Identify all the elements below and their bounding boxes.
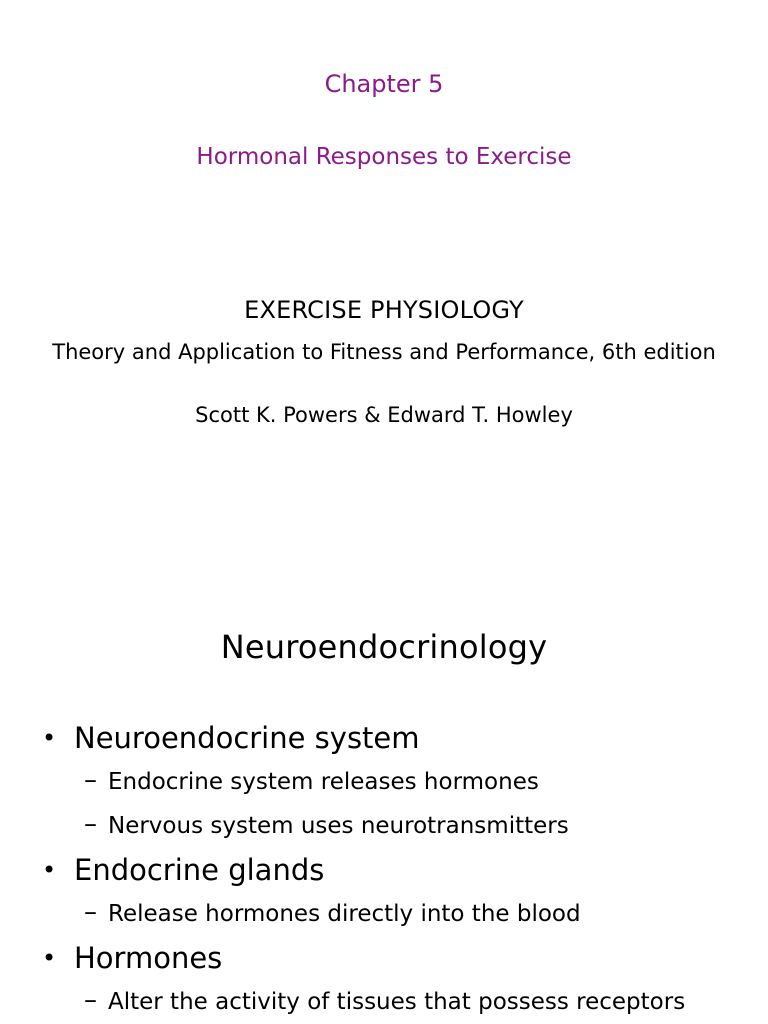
sub-bullet-item (0, 892, 768, 936)
book-authors: Scott K. Powers & Edward T. Howley (195, 403, 573, 427)
bullet-icon: • (42, 944, 57, 972)
bullet-icon: • (42, 724, 57, 752)
sub-bullet-item (0, 804, 768, 848)
book-subtitle: Theory and Application to Fitness and Performance, 6th edition (52, 340, 716, 364)
dash-icon: – (84, 809, 97, 839)
chapter-number: Chapter 5 (324, 70, 444, 98)
content-slide (0, 580, 768, 1024)
sub-bullet-item (0, 980, 768, 1024)
dash-icon: – (84, 897, 97, 927)
sub-bullet-text: Release hormones directly into the blood (108, 901, 581, 927)
dash-icon: – (84, 985, 97, 1015)
sub-bullet-text: Nervous system uses neurotransmitters (108, 813, 569, 839)
sub-bullet-text: Endocrine system releases hormones (108, 769, 539, 795)
slide-title: Neuroendocrinology (220, 628, 548, 666)
sub-bullet-text: Alter the activity of tissues that possess receptors (108, 989, 686, 1015)
bullet-item (0, 716, 768, 760)
bullet-text: Endocrine glands (74, 853, 325, 887)
bullet-item (0, 848, 768, 892)
sub-bullet-item (0, 760, 768, 804)
bullet-list (0, 716, 768, 1024)
bullet-icon: • (42, 856, 57, 884)
bullet-text: Hormones (74, 941, 223, 975)
dash-icon: – (84, 765, 97, 795)
book-title: EXERCISE PHYSIOLOGY (244, 296, 524, 324)
chapter-title: Hormonal Responses to Exercise (196, 144, 572, 170)
bullet-text: Neuroendocrine system (74, 721, 420, 755)
bullet-item (0, 936, 768, 980)
